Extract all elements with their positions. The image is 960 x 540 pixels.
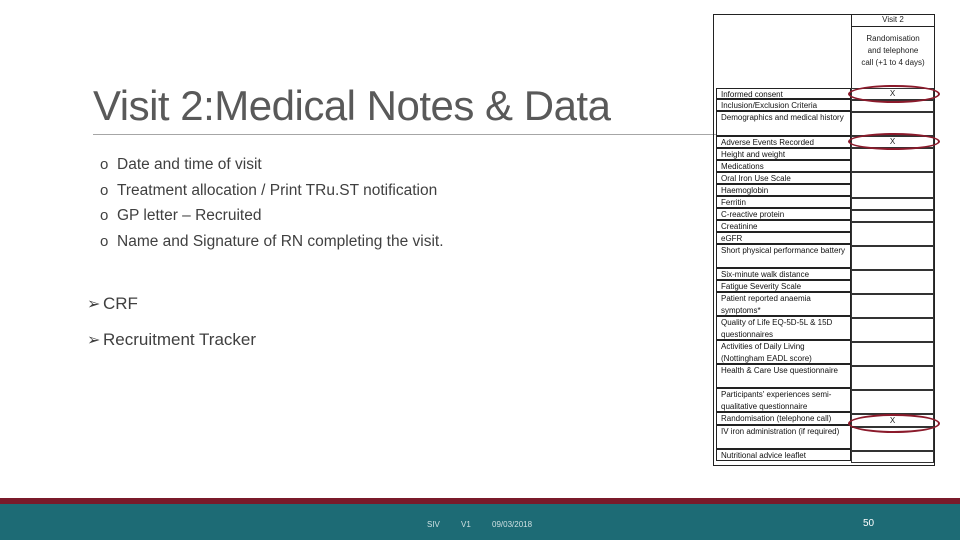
bullet-item (100, 180, 444, 206)
table-row-label: Informed consent (716, 88, 851, 99)
schedule-table (713, 14, 935, 466)
footer-date: 09/03/2018 (492, 520, 533, 529)
visit-cell (851, 270, 934, 294)
table-row-label: C-reactive protein (716, 208, 851, 220)
arrow-item-text: Recruitment Tracker (103, 330, 257, 349)
slide-title: Visit 2:Medical Notes & Data (93, 82, 611, 129)
visit-cell (851, 342, 934, 366)
arrow-item (87, 292, 256, 328)
table-row-label: Patient reported anaemia symptoms* (716, 292, 851, 316)
table-row-label: Nutritional advice leaflet (716, 449, 851, 461)
highlight-oval (848, 414, 940, 433)
visit-cell (851, 390, 934, 414)
table-row-label: Demographics and medical history (716, 111, 851, 136)
table-row-label: eGFR (716, 232, 851, 244)
table-row-label: Height and weight (716, 148, 851, 160)
visit-subtitle-line: and telephone (867, 46, 919, 55)
table-row-label: Ferritin (716, 196, 851, 208)
arrow-bullet-icon: ➢ (87, 332, 101, 349)
visit-subtitle (852, 27, 934, 69)
visit-cell: X (851, 88, 934, 100)
visit-cell (851, 210, 934, 222)
footer-version: V1 (461, 520, 471, 529)
bullet-item (100, 231, 444, 257)
visit-cell (851, 318, 934, 342)
arrow-bullet-icon: ➢ (87, 296, 101, 313)
table-row-label: Creatinine (716, 220, 851, 232)
visit-column-header (851, 14, 934, 89)
arrow-item (87, 328, 256, 364)
visit-cell (851, 148, 934, 172)
visit-cell (851, 172, 934, 198)
bullet-item (100, 154, 444, 180)
footer-bar (0, 498, 960, 540)
visit-cell (851, 222, 934, 246)
table-row-label: Short physical performance battery (716, 244, 851, 268)
visit-header: Visit 2 (852, 14, 934, 27)
visit-subtitle-line: call (+1 to 4 days) (861, 58, 925, 67)
visit-cell (851, 246, 934, 270)
bullet-text: Name and Signature of RN completing the visit. (117, 232, 444, 250)
arrow-list (87, 292, 256, 364)
bullet-text: GP letter – Recruited (117, 207, 262, 224)
bullet-item (100, 205, 444, 231)
table-row-label: Haemoglobin (716, 184, 851, 196)
visit-cell: X (851, 414, 934, 427)
bullet-list (100, 154, 444, 256)
bullet-marker: o (100, 207, 109, 224)
table-row-label: Medications (716, 160, 851, 172)
visit-cell (851, 294, 934, 318)
table-row-label: Inclusion/Exclusion Criteria (716, 99, 851, 111)
table-row-label: Oral Iron Use Scale (716, 172, 851, 184)
footer-initials: SIV (427, 520, 440, 529)
highlight-oval (848, 85, 940, 103)
visit-cell (851, 451, 934, 463)
bullet-marker: o (100, 232, 109, 250)
table-row-label: Health & Care Use questionnaire (716, 364, 851, 388)
bullet-text: Treatment allocation / Print TRu.ST notification (117, 181, 438, 199)
bullet-marker: o (100, 156, 109, 173)
visit-subtitle-line: Randomisation (866, 34, 920, 43)
table-row-label: Participants' experiences semi-qualitative questionnaire (716, 388, 851, 412)
footer-accent-line (0, 498, 960, 504)
table-row-label: Activities of Daily Living (Nottingham EADL score) (716, 340, 851, 364)
visit-cell: X (851, 136, 934, 148)
table-row-label: Adverse Events Recorded (716, 136, 851, 148)
page-number: 50 (863, 518, 875, 529)
table-row-label: Quality of Life EQ-5D-5L & 15D questionnaires (716, 316, 851, 340)
bullet-text: Date and time of visit (117, 156, 262, 173)
visit-cell (851, 198, 934, 210)
title-divider (93, 134, 733, 135)
table-row-label: Six-minute walk distance (716, 268, 851, 280)
highlight-oval (848, 133, 940, 150)
table-row-label: Randomisation (telephone call) (716, 412, 851, 425)
visit-cell (851, 366, 934, 390)
table-row-label: IV iron administration (if required) (716, 425, 851, 449)
table-row-label: Fatigue Severity Scale (716, 280, 851, 292)
bullet-marker: o (100, 181, 109, 199)
arrow-item-text: CRF (103, 294, 138, 313)
